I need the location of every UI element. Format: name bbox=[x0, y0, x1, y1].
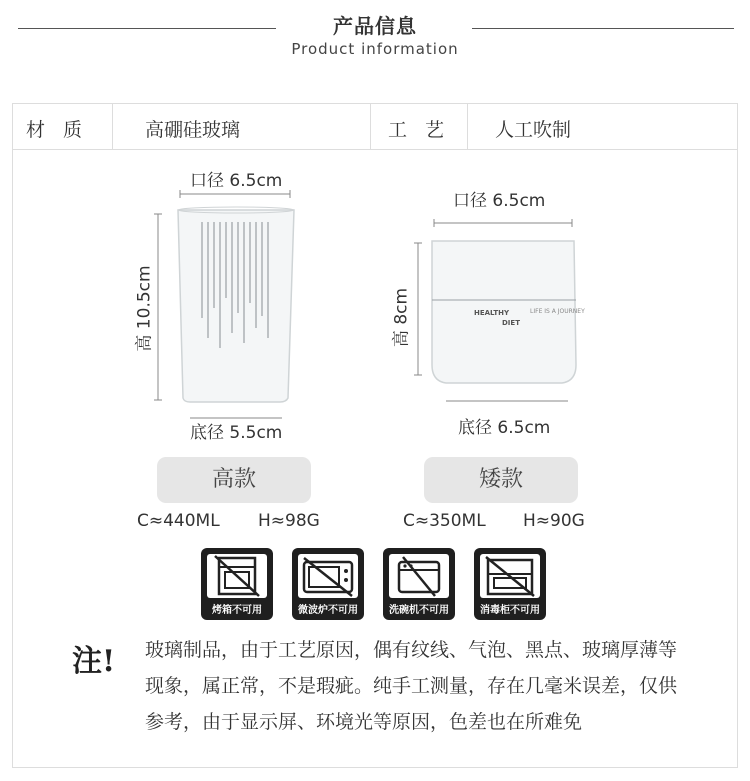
material-value: 高硼硅玻璃 bbox=[145, 119, 241, 141]
tall-top-diameter: 口径 6.5cm bbox=[190, 171, 283, 191]
dishwasher-icon bbox=[389, 554, 449, 598]
short-weight: H≈90G bbox=[523, 511, 585, 531]
short-capacity: C≈350ML bbox=[403, 511, 486, 531]
short-model-button[interactable]: 矮款 bbox=[424, 457, 578, 503]
spec-divider bbox=[467, 103, 468, 150]
tall-capacity: C≈440ML bbox=[137, 511, 220, 531]
tall-bottom-diameter: 底径 5.5cm bbox=[190, 423, 283, 443]
microwave-warning-badge bbox=[292, 548, 364, 620]
sterilizer-warning-badge bbox=[474, 548, 546, 620]
short-print-diet: DIET bbox=[502, 319, 520, 327]
craft-label: 工艺 bbox=[388, 119, 463, 141]
tall-model-button[interactable]: 高款 bbox=[157, 457, 311, 503]
note-mark: 注! bbox=[72, 644, 116, 679]
sterilizer-warning-label: 消毒柜不可用 bbox=[480, 605, 540, 616]
dishwasher-warning-label: 洗碗机不可用 bbox=[389, 605, 449, 616]
tall-weight: H≈98G bbox=[258, 511, 320, 531]
craft-value: 人工吹制 bbox=[495, 119, 572, 141]
spec-row bbox=[12, 103, 738, 150]
page-title: 产品信息 bbox=[333, 14, 417, 38]
microwave-warning-label: 微波炉不可用 bbox=[298, 605, 358, 616]
short-glass-image bbox=[412, 215, 587, 415]
tall-glass-image bbox=[150, 188, 320, 428]
tall-height-label: 高 10.5cm bbox=[134, 265, 155, 352]
short-top-diameter: 口径 6.5cm bbox=[453, 191, 546, 211]
short-print-right: LIFE IS A JOURNEY bbox=[530, 308, 585, 315]
sterilizer-icon bbox=[480, 554, 540, 598]
dishwasher-warning-badge bbox=[383, 548, 455, 620]
material-label: 材质 bbox=[26, 119, 101, 141]
microwave-icon bbox=[298, 554, 358, 598]
page-subtitle: Product information bbox=[291, 40, 459, 58]
oven-warning-label: 烤箱不可用 bbox=[212, 605, 262, 616]
tall-glass-body bbox=[178, 210, 294, 402]
short-height-label: 高 8cm bbox=[391, 287, 412, 348]
short-bottom-diameter: 底径 6.5cm bbox=[458, 418, 551, 438]
short-print-healthy: HEALTHY bbox=[474, 309, 510, 317]
note-text: 玻璃制品，由于工艺原因，偶有纹线、气泡、黑点、玻璃厚薄等现象，属正常，不是瑕疵。纯手工测量，存在几毫米误差，仅供参考，由于显示屏、环境光等原因，色差也在所难免 bbox=[145, 639, 678, 733]
spec-divider bbox=[370, 103, 371, 150]
spec-divider bbox=[112, 103, 113, 150]
oven-warning-badge bbox=[201, 548, 273, 620]
oven-icon bbox=[207, 554, 267, 598]
